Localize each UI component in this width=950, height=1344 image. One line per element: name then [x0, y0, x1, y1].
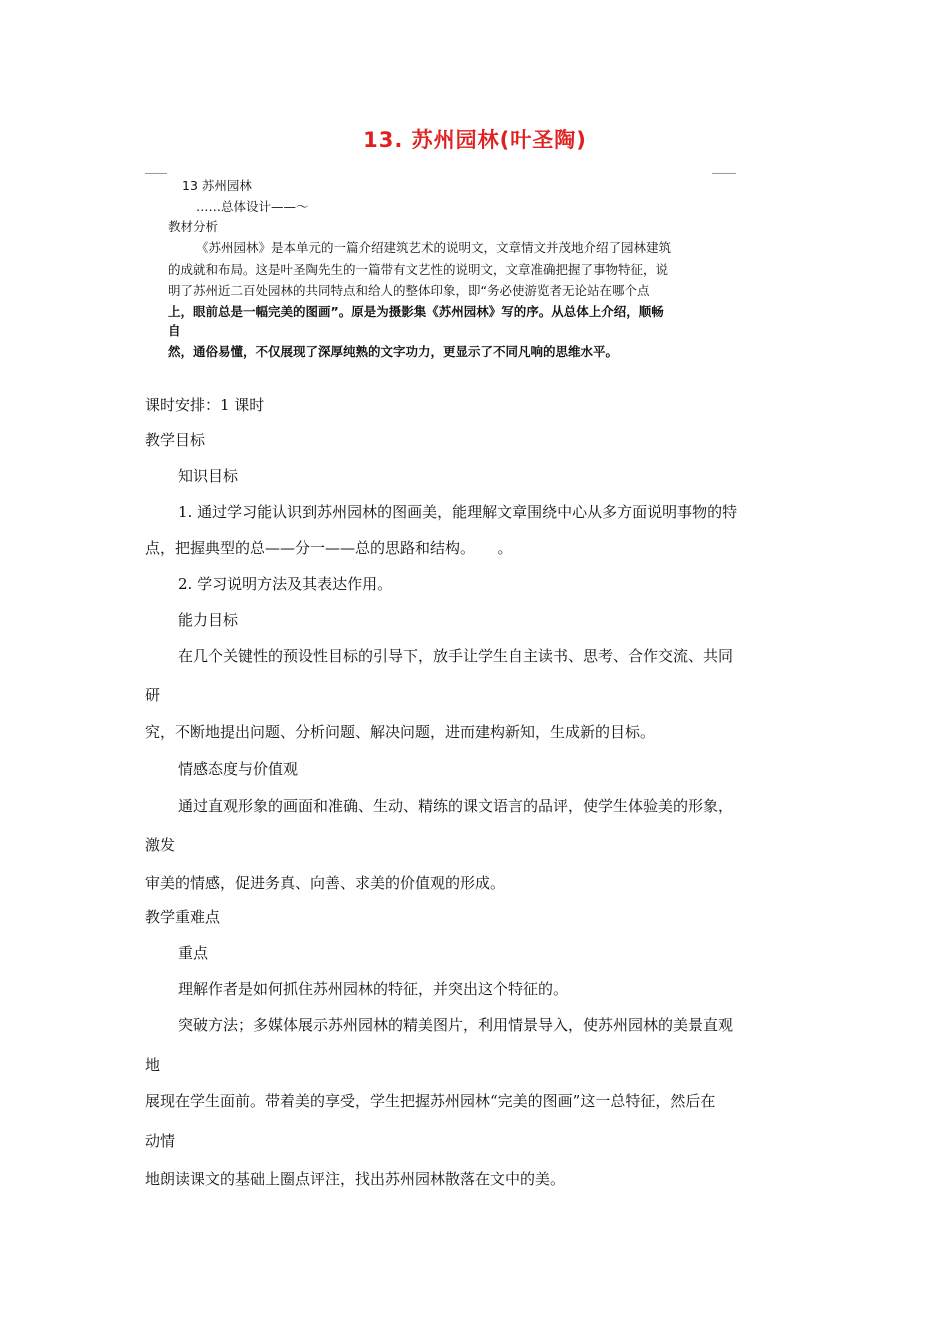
paragraph-line: 突破方法；多媒体展示苏州园林的精美图片，利用情景导入，使苏州园林的美景直观 — [178, 1016, 734, 1034]
paragraph-line: 动情 — [145, 1132, 176, 1150]
section-heading: 教学重难点 — [145, 908, 221, 926]
paragraph-line: 地朗读课文的基础上圈点评注，找出苏州园林散落在文中的美。 — [145, 1170, 566, 1188]
paragraph-line: 展现在学生面前。带着美的享受，学生把握苏州园林“完美的图画”这一总特征，然后在 — [145, 1092, 716, 1110]
scan-line: 自 — [168, 323, 181, 338]
document-title: 13. 苏州园林(叶圣陶) — [363, 128, 587, 152]
paragraph-line: 研 — [145, 686, 161, 704]
paragraph-line: 在几个关键性的预设性目标的引导下，放手让学生自主读书、思考、合作交流、共同 — [178, 647, 734, 665]
paragraph-line: 通过直观形象的画面和准确、生动、精练的课文语言的品评，使学生体验美的形象， — [178, 797, 734, 815]
scan-line: 然，通俗易懂，不仅展现了深厚纯熟的文字功力，更显示了不同凡响的思维水平。 — [168, 344, 619, 359]
section-heading: 教学目标 — [145, 431, 206, 449]
paragraph-line: 理解作者是如何抓住苏州园林的特征，并突出这个特征的。 — [178, 980, 569, 998]
paragraph-line: 究，不断地提出问题、分析问题、解决问题，进而建构新知，生成新的目标。 — [145, 723, 656, 741]
paragraph-line: 2. 学习说明方法及其表达作用。 — [178, 575, 393, 593]
scan-line: 上，眼前总是一幅完美的图画”。原是为摄影集《苏州园林》写的序。从总体上介绍，顺畅 — [168, 304, 664, 319]
schedule-line: 课时安排：1 课时 — [145, 396, 265, 414]
paragraph-line: 1. 通过学习能认识到苏州园林的图画美，能理解文章围绕中心从多方面说明事物的特 — [178, 503, 738, 521]
scan-section-heading: 教材分析 — [168, 219, 219, 234]
paragraph-line: 激发 — [145, 836, 176, 854]
scan-subheading: ……总体设计——～ — [196, 199, 309, 214]
paragraph-line: 审美的情感，促进务真、向善、求美的价值观的形成。 — [145, 874, 506, 892]
paragraph-line: 点，把握典型的总——分一——总的思路和结构。 。 — [145, 539, 513, 557]
divider-right — [712, 173, 736, 174]
scan-line: 的成就和布局。这是叶圣陶先生的一篇带有文艺性的说明文，文章准确把握了事物特征，说 — [168, 262, 669, 277]
scan-heading: 13 苏州园林 — [182, 178, 252, 193]
scan-line: 明了苏州近二百处园林的共同特点和给人的整体印象，即“务必使游览者无论站在哪个点 — [168, 283, 650, 298]
subsection-heading: 能力目标 — [178, 611, 239, 629]
paragraph-line: 地 — [145, 1056, 161, 1074]
subsection-heading: 情感态度与价值观 — [178, 760, 299, 778]
subsection-heading: 重点 — [178, 944, 209, 962]
scan-line: 《苏州园林》是本单元的一篇介绍建筑艺术的说明文，文章情文并茂地介绍了园林建筑 — [196, 240, 672, 255]
subsection-heading: 知识目标 — [178, 467, 239, 485]
divider-left — [145, 173, 167, 174]
